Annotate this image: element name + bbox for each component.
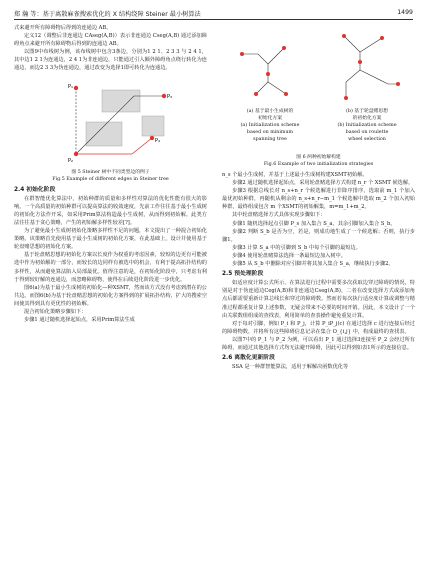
figure-5-diagram [14, 76, 207, 166]
paragraph: 以图7中的 P_1 与 P_2 为例，可以看出 P_1 通过选择3连接至 P_2 会经过所有障碍，而通过其他选择方式均无法避开障碍，因此可以得到如表1所示的连接信息。 [222, 336, 415, 351]
paragraph: 基于轮盘赌思想的初始化方案以长度作为权重的考虑因素，较短的边更有可能被选中作为初始解的一部分，而较长的边同样有被选中的机会，有利于提高拓扑结构的多样性，从而避免算法陷入局部最优。值得注意的是，在初始化阶段中，只考虑有利于得到较好解的连通边，而忽略障碍物，使得在后续进化阶段进一步优化。 [14, 252, 207, 283]
pin [150, 135, 154, 139]
figure-6 [222, 24, 415, 154]
caption-line: (b) Initialization scheme [337, 123, 397, 128]
left-column [14, 24, 207, 324]
definition-12: 定义12（调整后非连通边 CAseg(A,B)）表示非连通边 Cseg(A,B) 通过添加障碍角点来避开所有障碍物后得到的连通边 AB。 [14, 33, 207, 48]
figure-6a-caption [222, 108, 318, 143]
figure-6b-tree [342, 34, 400, 100]
tree-edge [132, 138, 152, 154]
paragraph: 在群智能优化算法中，初始种群的质量和多样性对算法的优化性能有很大的影响。一个高质量的初始种群可以提高算法的收敛速度，先前工作往往基于最小生成树的初始化方法作开采，如采用Prim算法构造最小生成树，从而得到初始解。此类方法往往基于贪心策略，产生的初始解多样性较差[?]。 [14, 195, 207, 226]
svg-text:P₄: P₄ [155, 137, 161, 144]
paragraph: 混合初始化策略步骤如下： [24, 308, 87, 315]
step: 步骤3 计算 S_a 中的引脚到 S_b 中每个引脚的最短边。 [232, 244, 361, 251]
svg-text:P₁: P₁ [68, 83, 74, 90]
step: 步骤3 根据总线长对 n_s+n_r 个候选解进行非降序排序，选取前 m_1 个加入最优初始种群，再随机从剩余的 n_s+n_r−m_1 个候选解中选取 m_2 个加入初始种群，最终组成包含 m 个XSMT的初始解集，m=m_1+m_2。 [222, 188, 415, 211]
paragraph: n_s 个最小生成树，并基于上述最小生成树构建XSMT初始解。 [222, 172, 368, 178]
running-header [14, 7, 413, 20]
caption-line: 初始化方案 [258, 116, 282, 121]
header-title: 郑 瀚 等：基于离散麻雀搜索优化的 X 结构绕障 Steiner 最小树算法 [14, 11, 201, 18]
figure-5-caption-en: Fig.5 Example of different edges in Steiner tree [52, 176, 169, 182]
step: 步骤2 通过随机选择起始点，采用轮盘赌选择方式构建 n_r 个 XSMT 候选解。 [232, 180, 414, 187]
figure-6-caption-en: Fig.6 Example of two initialization strategies [263, 162, 374, 167]
paragraph: 为了避免最小生成树初始化策略多样性不足的问题，本文提出了一种混合初始化策略。该策略首先使用基于最小生成树的初始化方案，在此基础上，设计并使用基于轮盘赌思想的初始化方案。 [14, 228, 207, 251]
paragraph: 其中轮盘赌选择方式具体实现步骤如下： [232, 212, 326, 219]
step: 步骤2 判断 S_b 是否为空，若是，则成功地生成了一个候选解；否则，执行步骤1。 [222, 228, 415, 243]
paragraph: 以图9中布线树为例，该布线树中包含3条边，分别为1 2 1、2 3 3 与 2 4 1，其中边1 2 1为连通边，2 4 1为非连通边，只能通过引入额外障碍角点绕行转化为连通边，而边2 3 3为伪连通边，通过改变为选择1即可转化为连通边。 [14, 49, 207, 72]
paragraph: 如适应度计算公式所示，在算法进行过程中需要多次获取边穿过障碍的情况，特别是对于伪连通边Ceg(A,B)和非连通边Cseg(A,B)，二者在改变选择方式或添加角点后都需要重新计算总线长和穿过的障碍数。然而若每次执行适应度计算或调整与精准过程都重复计算上述参数，无疑会带来不必要的时间开销。因此，本文设计了一个由关联数组组成的查找表，利用简单的查表操作避免重复计算。 [222, 280, 415, 319]
caption-line: 的初始化方案 [352, 116, 382, 121]
paragraph: 对于每对引脚，例如 P_i 和 P_j，计算 P_iP_j(c) 在通过选择 c 进行连接后经过的障碍物数，并将所有这些障碍信息记录在集合 O_{i,j} 中，构成最终的查找表。 [222, 320, 415, 335]
paragraph: 式来避开所有障碍物后得到的连通边 AB。 [14, 25, 112, 31]
section-heading-2-6: 2.6 离散化更新阶段 [222, 355, 275, 362]
pin [74, 85, 78, 89]
svg-text:P₂: P₂ [68, 157, 74, 164]
paragraph: 图6(a)为基于最小生成树的初始化—种XSMT，然而该方式没有考虑到潜在的公共边。而图6(b)为基于轮盘赌思想的初始化方案得到的扩展拓扑结构，扩大的搜索空间使其得到具有更优性的初始解。 [14, 284, 207, 307]
obstacle [142, 116, 164, 136]
figure-5-caption-cn: 图 5 Steiner 树中不同类型边的例子 [71, 169, 150, 175]
right-column [222, 24, 415, 371]
svg-text:P₃: P₃ [167, 93, 173, 100]
paragraph: 步骤1 通过随机选择起始点，采用Prim算法生成 [24, 317, 135, 324]
section-heading-2-5: 2.5 预处理阶段 [222, 271, 264, 278]
caption-line: based on roulette [345, 130, 389, 135]
step: 步骤4 使用轮盘赌算法选择一条最短边加入树中。 [232, 252, 346, 259]
figure-6b-caption [319, 108, 415, 143]
caption-line: wheel selection [348, 137, 386, 142]
paragraph: SSA 是一种群智能算法，适用于解解决函数优化等 [232, 364, 349, 371]
figure-6-caption-cn: 图 6 两种初始解构建 [296, 155, 341, 160]
figure-5 [14, 76, 207, 184]
caption-line: (a) 基于最小生成树的 [246, 109, 294, 114]
figure-6a-tree [240, 46, 288, 96]
caption-line: spanning tree [253, 137, 287, 142]
caption-line: (b) 基于轮盘赌思想 [346, 109, 388, 114]
caption-line: based on minimum [246, 130, 294, 135]
pin [74, 151, 78, 155]
figure-6-diagram [222, 24, 415, 108]
page-number: 1499 [397, 9, 413, 16]
section-heading-2-4: 2.4 初始化阶段 [14, 186, 56, 193]
pin [162, 93, 166, 97]
step: 步骤5 从 S_b 中删除对应引脚并将其加入集合 S_a，继续执行步骤2。 [232, 261, 394, 268]
step: 步骤1 随机选择起点引脚 P_s 加入集合 S_a，其余引脚加入集合 S_b。 [232, 220, 396, 227]
caption-line: (a) Initialization scheme [240, 123, 300, 128]
